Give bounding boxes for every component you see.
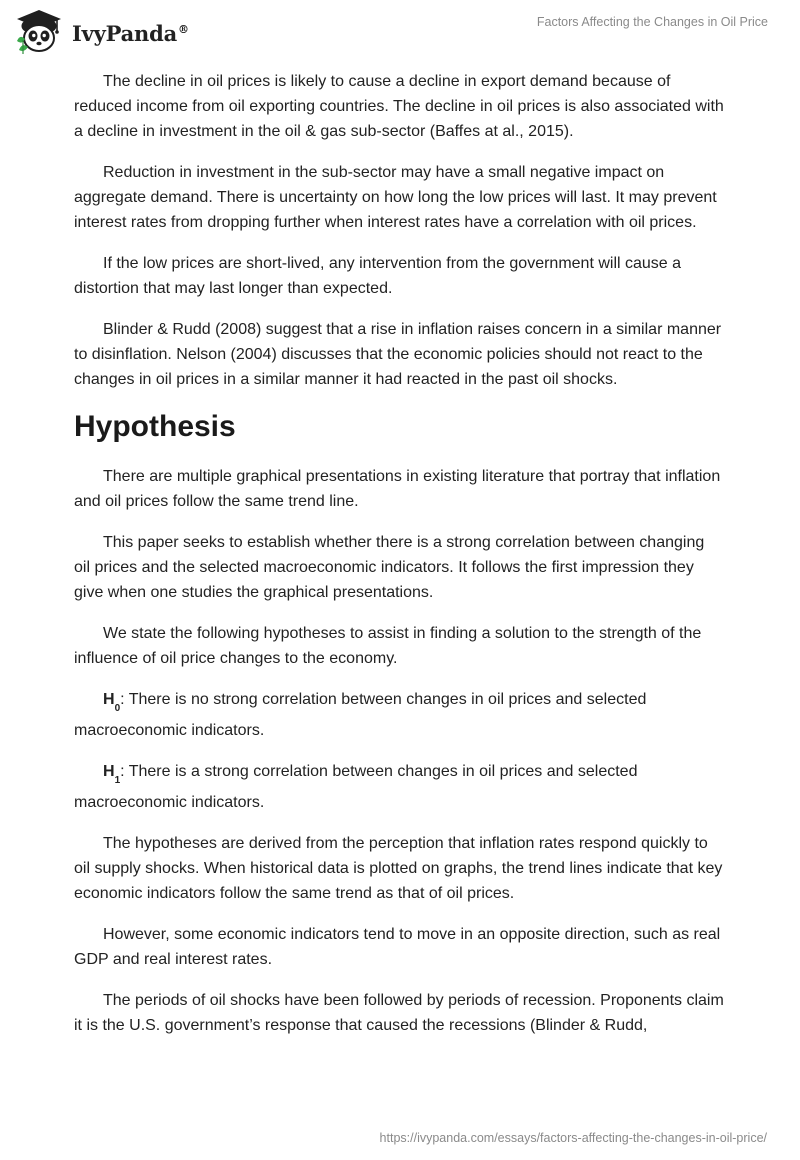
hypothesis-h1-text: : There is a strong correlation between changes in oil prices and selected macroeconomic indicators. bbox=[74, 763, 638, 812]
hypothesis-h1 bbox=[74, 759, 724, 815]
hypothesis-h1-label: $H_1$ bbox=[103, 763, 121, 787]
paragraph: This paper seeks to establish whether there is a strong correlation between changing oil prices and the selected macroeconomic indicators. It follows the first impression they give when one studies the graphical presentations. bbox=[74, 534, 705, 601]
panda-graduate-icon bbox=[14, 9, 64, 55]
source-url[interactable]: https://ivypanda.com/essays/factors-affecting-the-changes-in-oil-price/ bbox=[379, 1131, 767, 1145]
paragraph: The decline in oil prices is likely to cause a decline in export demand because of reduced income from oil exporting countries. The decline in oil prices is also associated with a decline in investment in the oil & gas sub-sector (Baffes at al., 2015). bbox=[74, 73, 724, 140]
essay-content bbox=[74, 69, 724, 1038]
paragraph: The periods of oil shocks have been followed by periods of recession. Proponents claim it is the U.S. government’s response that caused the recessions (Blinder & Rudd, bbox=[74, 992, 724, 1035]
ivypanda-logo[interactable] bbox=[14, 9, 189, 55]
paragraph: However, some economic indicators tend to move in an opposite direction, such as real GDP and real interest rates. bbox=[74, 926, 721, 969]
document-title: Factors Affecting the Changes in Oil Price bbox=[536, 15, 768, 29]
paragraph: If the low prices are short-lived, any intervention from the government will cause a distortion that may last longer than expected. bbox=[74, 255, 682, 297]
logo-text: IvyPanda bbox=[72, 20, 178, 46]
hypothesis-h0-text: : There is no strong correlation between changes in oil prices and selected macroeconomic indicators. bbox=[74, 691, 647, 740]
paragraph: Reduction in investment in the sub-sector may have a small negative impact on aggregate demand. There is uncertainty on how long the low prices will last. It may prevent interest rates from dropping further when interest rates have a correlation with oil prices. bbox=[74, 164, 717, 231]
registered-mark: ® bbox=[178, 22, 189, 36]
hypothesis-h0-label: $H_0$ bbox=[103, 691, 121, 715]
hypothesis-h0 bbox=[74, 687, 724, 743]
paragraph: The hypotheses are derived from the perception that inflation rates respond quickly to oil supply shocks. When historical data is plotted on graphs, the trend lines indicate that key economic indicators follow the same trend as that of oil prices. bbox=[74, 835, 723, 903]
paragraph: Blinder & Rudd (2008) suggest that a rise in inflation raises concern in a similar manner to disinflation. Nelson (2004) discusses that the economic policies should not react to the changes in oil prices in a similar manner it had reacted in the past oil shocks. bbox=[74, 321, 722, 388]
section-heading: Hypothesis bbox=[74, 410, 236, 443]
paragraph: There are multiple graphical presentations in existing literature that portray that inflation and oil prices follow the same trend line. bbox=[74, 468, 721, 510]
paragraph: We state the following hypotheses to assist in finding a solution to the strength of the influence of oil price changes to the economy. bbox=[74, 625, 702, 667]
page-header bbox=[0, 0, 800, 60]
